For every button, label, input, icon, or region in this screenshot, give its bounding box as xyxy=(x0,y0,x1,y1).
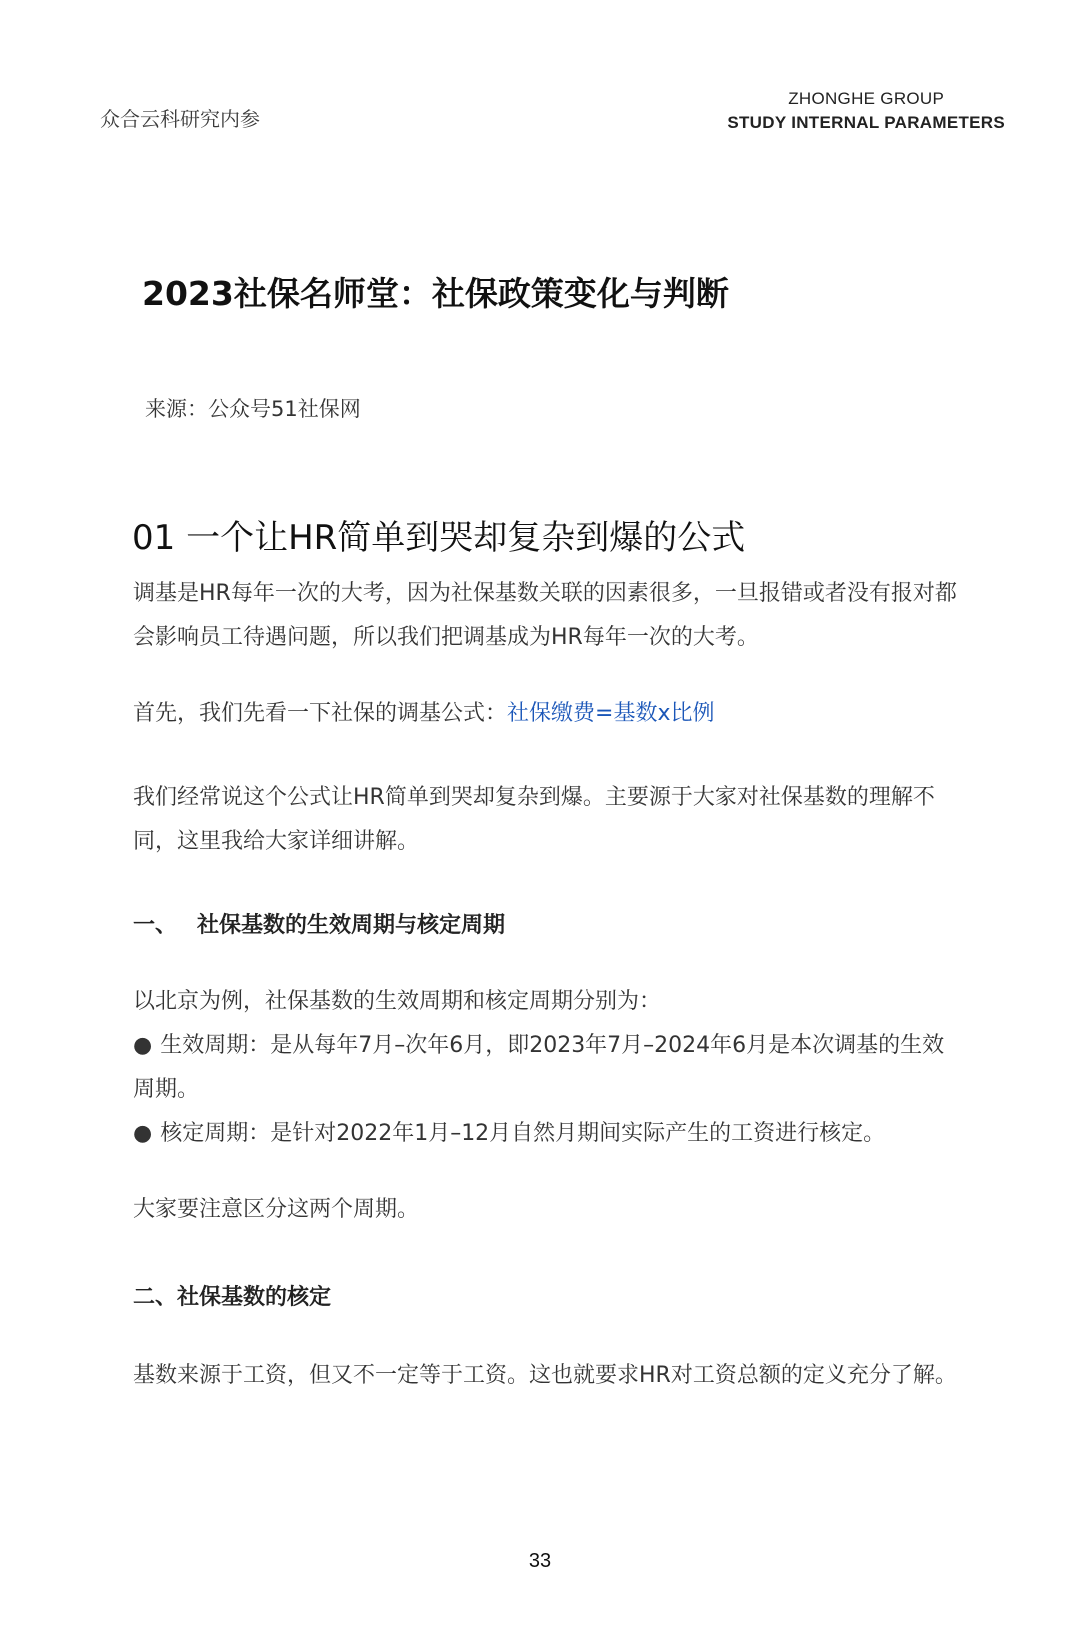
cycle-intro: 以北京为例，社保基数的生效周期和核定周期分别为： xyxy=(133,989,662,1014)
paragraph-formula xyxy=(133,692,963,736)
paragraph-base: 基数来源于工资，但又不一定等于工资。这也就要求HR对工资总额的定义充分了解。 xyxy=(133,1363,957,1388)
page-number: 33 xyxy=(528,1550,552,1572)
subheading-one xyxy=(133,908,505,939)
subheading-two: 二、社保基数的核定 xyxy=(133,1285,332,1310)
subheading-one-number: 一、 xyxy=(133,913,178,938)
bullet-text: 核定周期：是针对2022年1月–12月自然月期间实际产生的工资进行核定。 xyxy=(160,1121,886,1146)
bullet-dot-icon: ● xyxy=(133,1033,153,1058)
paragraph-note: 大家要注意区分这两个周期。 xyxy=(133,1197,420,1222)
bullet-dot-icon: ● xyxy=(133,1121,153,1146)
source-line: 来源：公众号51社保网 xyxy=(145,397,361,421)
bullet-text: 生效周期：是从每年7月–次年6月，即2023年7月–2024年6月是本次调基的生效周期。 xyxy=(133,1033,945,1102)
cycle-block xyxy=(133,980,963,1156)
paragraph-intro: 调基是HR每年一次的大考，因为社保基数关联的因素很多，一旦报错或者没有报对都会影响员工待遇问题，所以我们把调基成为HR每年一次的大考。 xyxy=(133,581,957,650)
header-brand-line2: STUDY INTERNAL PARAMETERS xyxy=(727,113,1005,132)
header-right-brand xyxy=(727,87,1005,135)
subheading-one-title: 社保基数的生效周期与核定周期 xyxy=(197,913,506,938)
bullet-item xyxy=(133,1112,963,1156)
page-title: 2023社保名师堂：社保政策变化与判断 xyxy=(142,274,729,313)
formula-link[interactable]: 社保缴费=基数x比例 xyxy=(507,701,715,726)
header-brand-line1: ZHONGHE GROUP xyxy=(788,89,945,108)
paragraph-explain: 我们经常说这个公式让HR简单到哭却复杂到爆。主要源于大家对社保基数的理解不同，这里我给大家详细讲解。 xyxy=(133,785,935,854)
bullet-item xyxy=(133,1024,963,1112)
section-heading: 01 一个让HR简单到哭却复杂到爆的公式 xyxy=(132,518,746,558)
header-left-label: 众合云科研究内参 xyxy=(100,107,260,131)
formula-prefix: 首先，我们先看一下社保的调基公式： xyxy=(133,701,508,726)
